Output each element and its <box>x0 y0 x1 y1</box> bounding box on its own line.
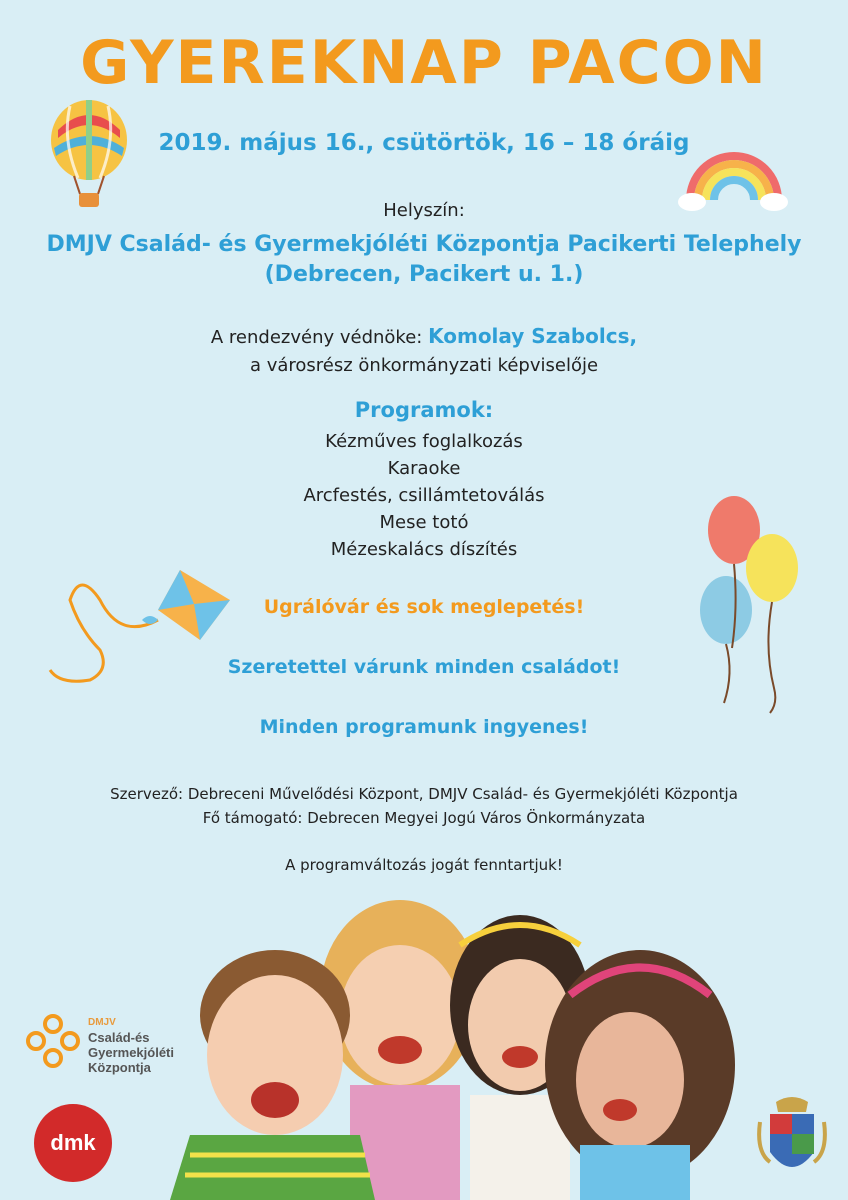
children-photo <box>150 885 750 1200</box>
program-item: Mese totó <box>379 512 469 533</box>
program-item: Kézműves foglalkozás <box>325 431 523 452</box>
dmk-logo <box>34 1104 112 1182</box>
coat-of-arms-icon <box>756 1092 828 1188</box>
dmk-logo-text: dmk <box>50 1130 96 1155</box>
promo-surprise: Ugrálóvár és sok meglepetés! <box>263 596 585 618</box>
organizer-text: Szervező: Debreceni Művelődési Központ, DMJV Család- és Gyermekjóléti Központja <box>110 785 738 803</box>
footer-credits <box>0 782 848 830</box>
patron-prefix: A rendezvény védnöke: <box>210 327 423 348</box>
dmjv-logo-line1: Család-és <box>88 1030 150 1045</box>
event-date: 2019. május 16., csütörtök, 16 – 18 óráig <box>158 130 690 156</box>
promo-free: Minden programunk ingyenes! <box>259 716 589 738</box>
dmjv-logo-icon <box>22 1010 84 1072</box>
dmjv-logo-line2: Gyermekjóléti <box>88 1045 174 1060</box>
patron-block <box>0 322 848 380</box>
venue-label: Helyszín: <box>383 200 465 221</box>
dmjv-logo-text <box>88 1015 174 1075</box>
poster-title: GYEREKNAP PACON <box>80 28 768 98</box>
dmjv-logo-line3: Központja <box>88 1060 151 1075</box>
patron-line <box>0 322 848 352</box>
sponsor-text: Fő támogató: Debrecen Megyei Jogú Város Önkormányzata <box>202 809 646 827</box>
program-item: Karaoke <box>387 458 461 479</box>
disclaimer-text: A programváltozás jogát fenntartjuk! <box>285 856 563 874</box>
program-item: Arcfestés, csillámtetoválás <box>303 485 545 506</box>
programs-title: Programok: <box>354 398 494 422</box>
venue-name-line2: (Debrecen, Pacikert u. 1.) <box>264 262 584 287</box>
venue-name <box>0 230 848 290</box>
patron-role: a városrész önkormányzati képviselője <box>249 355 599 376</box>
program-item: Mézeskalács díszítés <box>330 539 518 560</box>
hot-air-balloon-icon <box>48 100 130 212</box>
dmjv-logo-top: DMJV <box>88 1017 116 1028</box>
venue-name-line1: DMJV Család- és Gyermekjóléti Központja Pacikerti Telephely <box>46 232 802 257</box>
patron-name: Komolay Szabolcs, <box>428 324 638 348</box>
promo-welcome: Szeretettel várunk minden családot! <box>227 656 621 678</box>
